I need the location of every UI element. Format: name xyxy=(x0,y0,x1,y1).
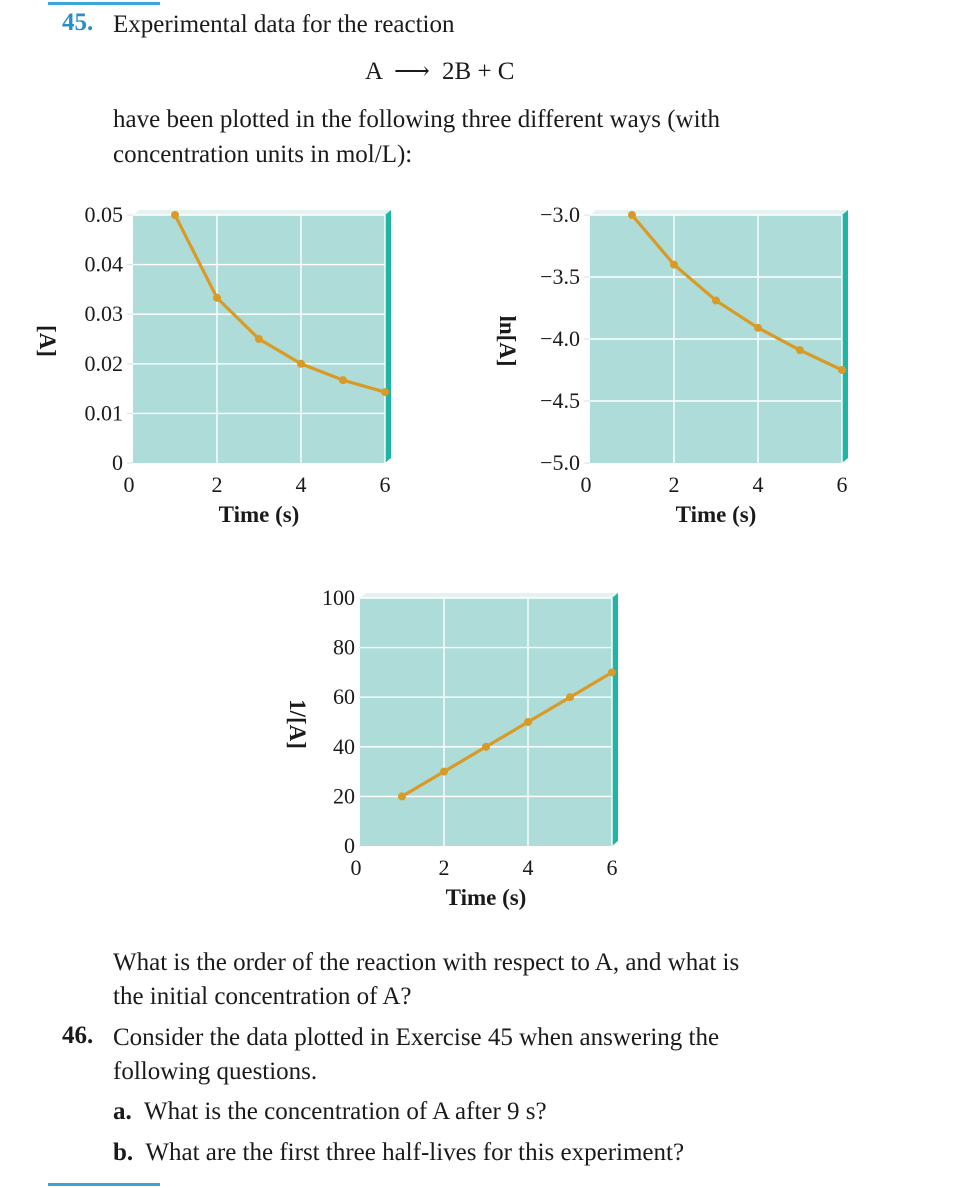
data-point xyxy=(608,668,616,676)
x-tick-label: 6 xyxy=(379,472,391,497)
data-point xyxy=(440,768,448,776)
y-tick-label: 0.04 xyxy=(84,251,123,277)
reaction-equation xyxy=(365,56,514,86)
problem-46-intro-line2: following questions. xyxy=(113,1058,318,1085)
x-tick-label: 2 xyxy=(438,855,450,880)
plot-side-face xyxy=(842,210,848,463)
plot-side-face xyxy=(612,593,618,846)
x-tick-label: 0 xyxy=(123,472,135,497)
problem-45-question-line2: the initial concentration of A? xyxy=(113,983,412,1010)
reaction-products: 2B + C xyxy=(442,58,515,85)
x-tick-label: 2 xyxy=(211,472,223,497)
y-tick-label: −5.0 xyxy=(540,450,580,475)
data-point xyxy=(482,743,490,751)
x-tick-label: 0 xyxy=(350,855,362,880)
data-point xyxy=(398,792,406,800)
y-tick-label: 60 xyxy=(333,684,355,710)
y-tick-label: −4.0 xyxy=(540,326,580,351)
y-tick-label: −3.5 xyxy=(540,264,580,289)
reaction-reactant: A xyxy=(365,58,382,85)
data-point xyxy=(255,335,263,343)
data-point xyxy=(712,297,720,305)
x-tick-label: 4 xyxy=(752,472,764,497)
y-tick-label: −4.5 xyxy=(540,388,580,413)
x-tick-label: 4 xyxy=(522,855,534,880)
y-tick-label: −3.0 xyxy=(540,202,580,227)
part-b-label: b. xyxy=(113,1139,134,1166)
data-point xyxy=(339,376,347,384)
problem-46-number: 46. xyxy=(62,1022,94,1049)
y-tick-label: 0.05 xyxy=(84,202,123,227)
y-axis-label: 1/[A] xyxy=(285,699,310,749)
y-tick-label: 80 xyxy=(333,634,355,660)
data-point xyxy=(297,360,305,368)
data-point xyxy=(213,294,221,302)
plot-area xyxy=(360,598,612,846)
data-point xyxy=(566,693,574,701)
reaction-arrow: ⟶ xyxy=(393,58,430,85)
y-tick-label: 40 xyxy=(333,733,355,759)
y-tick-label: 20 xyxy=(333,783,355,809)
problem-46-intro-line1: Consider the data plotted in Exercise 45 when answering the xyxy=(113,1024,720,1051)
problem-45-description-line2: concentration units in mol/L): xyxy=(113,141,413,168)
x-axis-label: Time (s) xyxy=(218,502,300,527)
x-tick-label: 0 xyxy=(580,472,592,497)
x-tick-label: 4 xyxy=(295,472,307,497)
inverse-concentration-vs-time-chart xyxy=(260,578,640,923)
part-a-label: a. xyxy=(113,1098,132,1125)
data-point xyxy=(381,388,389,396)
data-point xyxy=(171,211,179,219)
x-axis-label: Time (s) xyxy=(445,885,527,910)
problem-45-number: 45. xyxy=(62,9,94,36)
data-point xyxy=(524,718,532,726)
part-b-text: What are the first three half-lives for this experiment? xyxy=(145,1139,685,1166)
x-tick-label: 6 xyxy=(606,855,618,880)
x-tick-label: 2 xyxy=(668,472,680,497)
problem-46-part-b xyxy=(113,1136,684,1170)
y-tick-label: 0 xyxy=(112,450,123,475)
problem-45-question-line1: What is the order of the reaction with respect to A, and what is xyxy=(113,949,740,976)
concentration-vs-time-chart xyxy=(20,195,440,540)
y-axis-label: ln[A] xyxy=(495,315,520,367)
data-point xyxy=(628,211,636,219)
y-tick-label: 100 xyxy=(322,585,355,610)
bottom-accent-rule xyxy=(48,1183,160,1186)
data-point xyxy=(838,366,846,374)
y-tick-label: 0 xyxy=(344,833,355,858)
x-axis-label: Time (s) xyxy=(675,502,757,527)
y-tick-label: 0.03 xyxy=(84,301,123,327)
x-tick-label: 6 xyxy=(836,472,848,497)
top-accent-rule xyxy=(48,2,160,5)
part-a-text: What is the concentration of A after 9 s? xyxy=(144,1098,547,1125)
problem-46-part-a xyxy=(113,1095,547,1129)
y-tick-label: 0.01 xyxy=(84,400,123,426)
data-point xyxy=(796,346,804,354)
y-axis-label: [A] xyxy=(35,325,60,357)
data-point xyxy=(670,261,678,269)
problem-45-intro: Experimental data for the reaction xyxy=(113,11,455,38)
plot-top-face xyxy=(360,593,618,598)
plot-side-face xyxy=(385,210,391,463)
y-tick-label: 0.02 xyxy=(84,350,123,376)
ln-concentration-vs-time-chart xyxy=(480,195,900,540)
problem-45-description-line1: have been plotted in the following three different ways (with xyxy=(113,106,720,133)
data-point xyxy=(754,324,762,332)
